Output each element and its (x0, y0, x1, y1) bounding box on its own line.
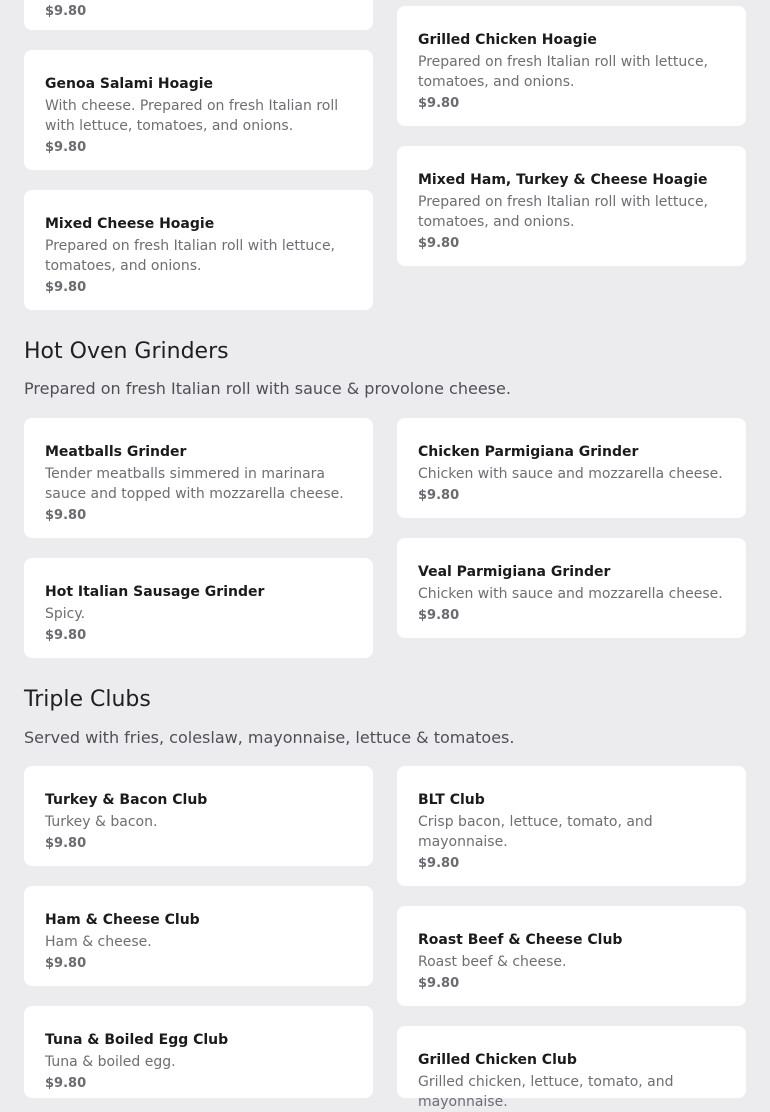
item-name: Grilled Chicken Club (418, 1052, 577, 1068)
section-description: Prepared on fresh Italian roll with sauce & provolone cheese. (24, 379, 511, 398)
item-name: Roast Beef & Cheese Club (418, 932, 623, 948)
item-description: Grilled chicken, lettuce, tomato, and mayonnaise. (418, 1074, 674, 1110)
item-price: $9.80 (418, 976, 460, 991)
item-name: BLT Club (418, 792, 485, 808)
item-price: $9.80 (418, 236, 460, 251)
item-description: Tuna & boiled egg. (45, 1054, 176, 1070)
section-title: Hot Oven Grinders (24, 339, 229, 364)
item-description: Chicken with sauce and mozzarella cheese. (418, 586, 723, 602)
item-description: With cheese. Prepared on fresh Italian roll with lettuce, tomatoes, and onions. (45, 98, 339, 134)
item-price: $9.80 (418, 856, 460, 871)
item-description: Ham & cheese. (45, 934, 152, 950)
item-price: $9.80 (45, 628, 87, 643)
item-description: Spicy. (45, 606, 86, 622)
item-name: Turkey & Bacon Club (45, 792, 208, 808)
menu-item-card[interactable] (397, 766, 746, 886)
item-price: $9.80 (418, 488, 460, 503)
item-price: $9.80 (45, 1076, 87, 1091)
menu-item-card[interactable] (397, 418, 746, 518)
item-name: Hot Italian Sausage Grinder (45, 584, 265, 600)
item-description: Chicken with sauce and mozzarella cheese. (418, 466, 723, 482)
item-price: $9.80 (45, 956, 87, 971)
item-description: Roast beef & cheese. (418, 954, 567, 970)
item-description: Tender meatballs simmered in marinara sauce and topped with mozzarella cheese. (45, 466, 344, 502)
menu-item-card[interactable] (397, 6, 746, 126)
item-price: $9.80 (45, 140, 87, 155)
menu-item-card[interactable] (397, 1026, 746, 1110)
item-price: $9.80 (45, 280, 87, 295)
item-name: Mixed Ham, Turkey & Cheese Hoagie (418, 172, 708, 188)
item-description: Crisp bacon, lettuce, tomato, and mayonnaise. (418, 814, 653, 850)
section-title: Triple Clubs (24, 687, 151, 712)
item-description: Prepared on fresh Italian roll with lettuce, tomatoes, and onions. (45, 238, 336, 274)
item-description: Prepared on fresh Italian roll with lettuce, tomatoes, and onions. (418, 54, 709, 90)
item-price: $9.80 (418, 608, 460, 623)
menu-item-card[interactable] (24, 0, 373, 30)
item-name: Mixed Cheese Hoagie (45, 216, 215, 232)
menu-item-card[interactable] (397, 906, 746, 1006)
menu-item-card[interactable] (397, 146, 746, 266)
menu-item-card[interactable] (24, 1006, 373, 1098)
menu-item-card[interactable] (24, 558, 373, 658)
item-name: Grilled Chicken Hoagie (418, 32, 597, 48)
item-name: Veal Parmigiana Grinder (418, 564, 611, 580)
item-price: $9.80 (45, 4, 87, 19)
item-price: $9.80 (45, 836, 87, 851)
item-description: Prepared on fresh Italian roll with lettuce, tomatoes, and onions. (418, 194, 709, 230)
section-description: Served with fries, coleslaw, mayonnaise, lettuce & tomatoes. (24, 728, 515, 747)
item-price: $9.80 (45, 508, 87, 523)
menu-item-card[interactable] (24, 50, 373, 170)
menu-item-card[interactable] (24, 190, 373, 310)
item-name: Ham & Cheese Club (45, 912, 200, 928)
menu-item-card[interactable] (24, 418, 373, 538)
item-name: Meatballs Grinder (45, 444, 187, 460)
menu-item-card[interactable] (24, 766, 373, 866)
item-price: $9.80 (418, 96, 460, 111)
item-name: Chicken Parmigiana Grinder (418, 444, 639, 460)
item-description: Turkey & bacon. (45, 814, 158, 830)
item-name: Tuna & Boiled Egg Club (45, 1032, 229, 1048)
menu-item-card[interactable] (24, 886, 373, 986)
menu-item-card[interactable] (397, 538, 746, 638)
item-name: Genoa Salami Hoagie (45, 76, 214, 92)
